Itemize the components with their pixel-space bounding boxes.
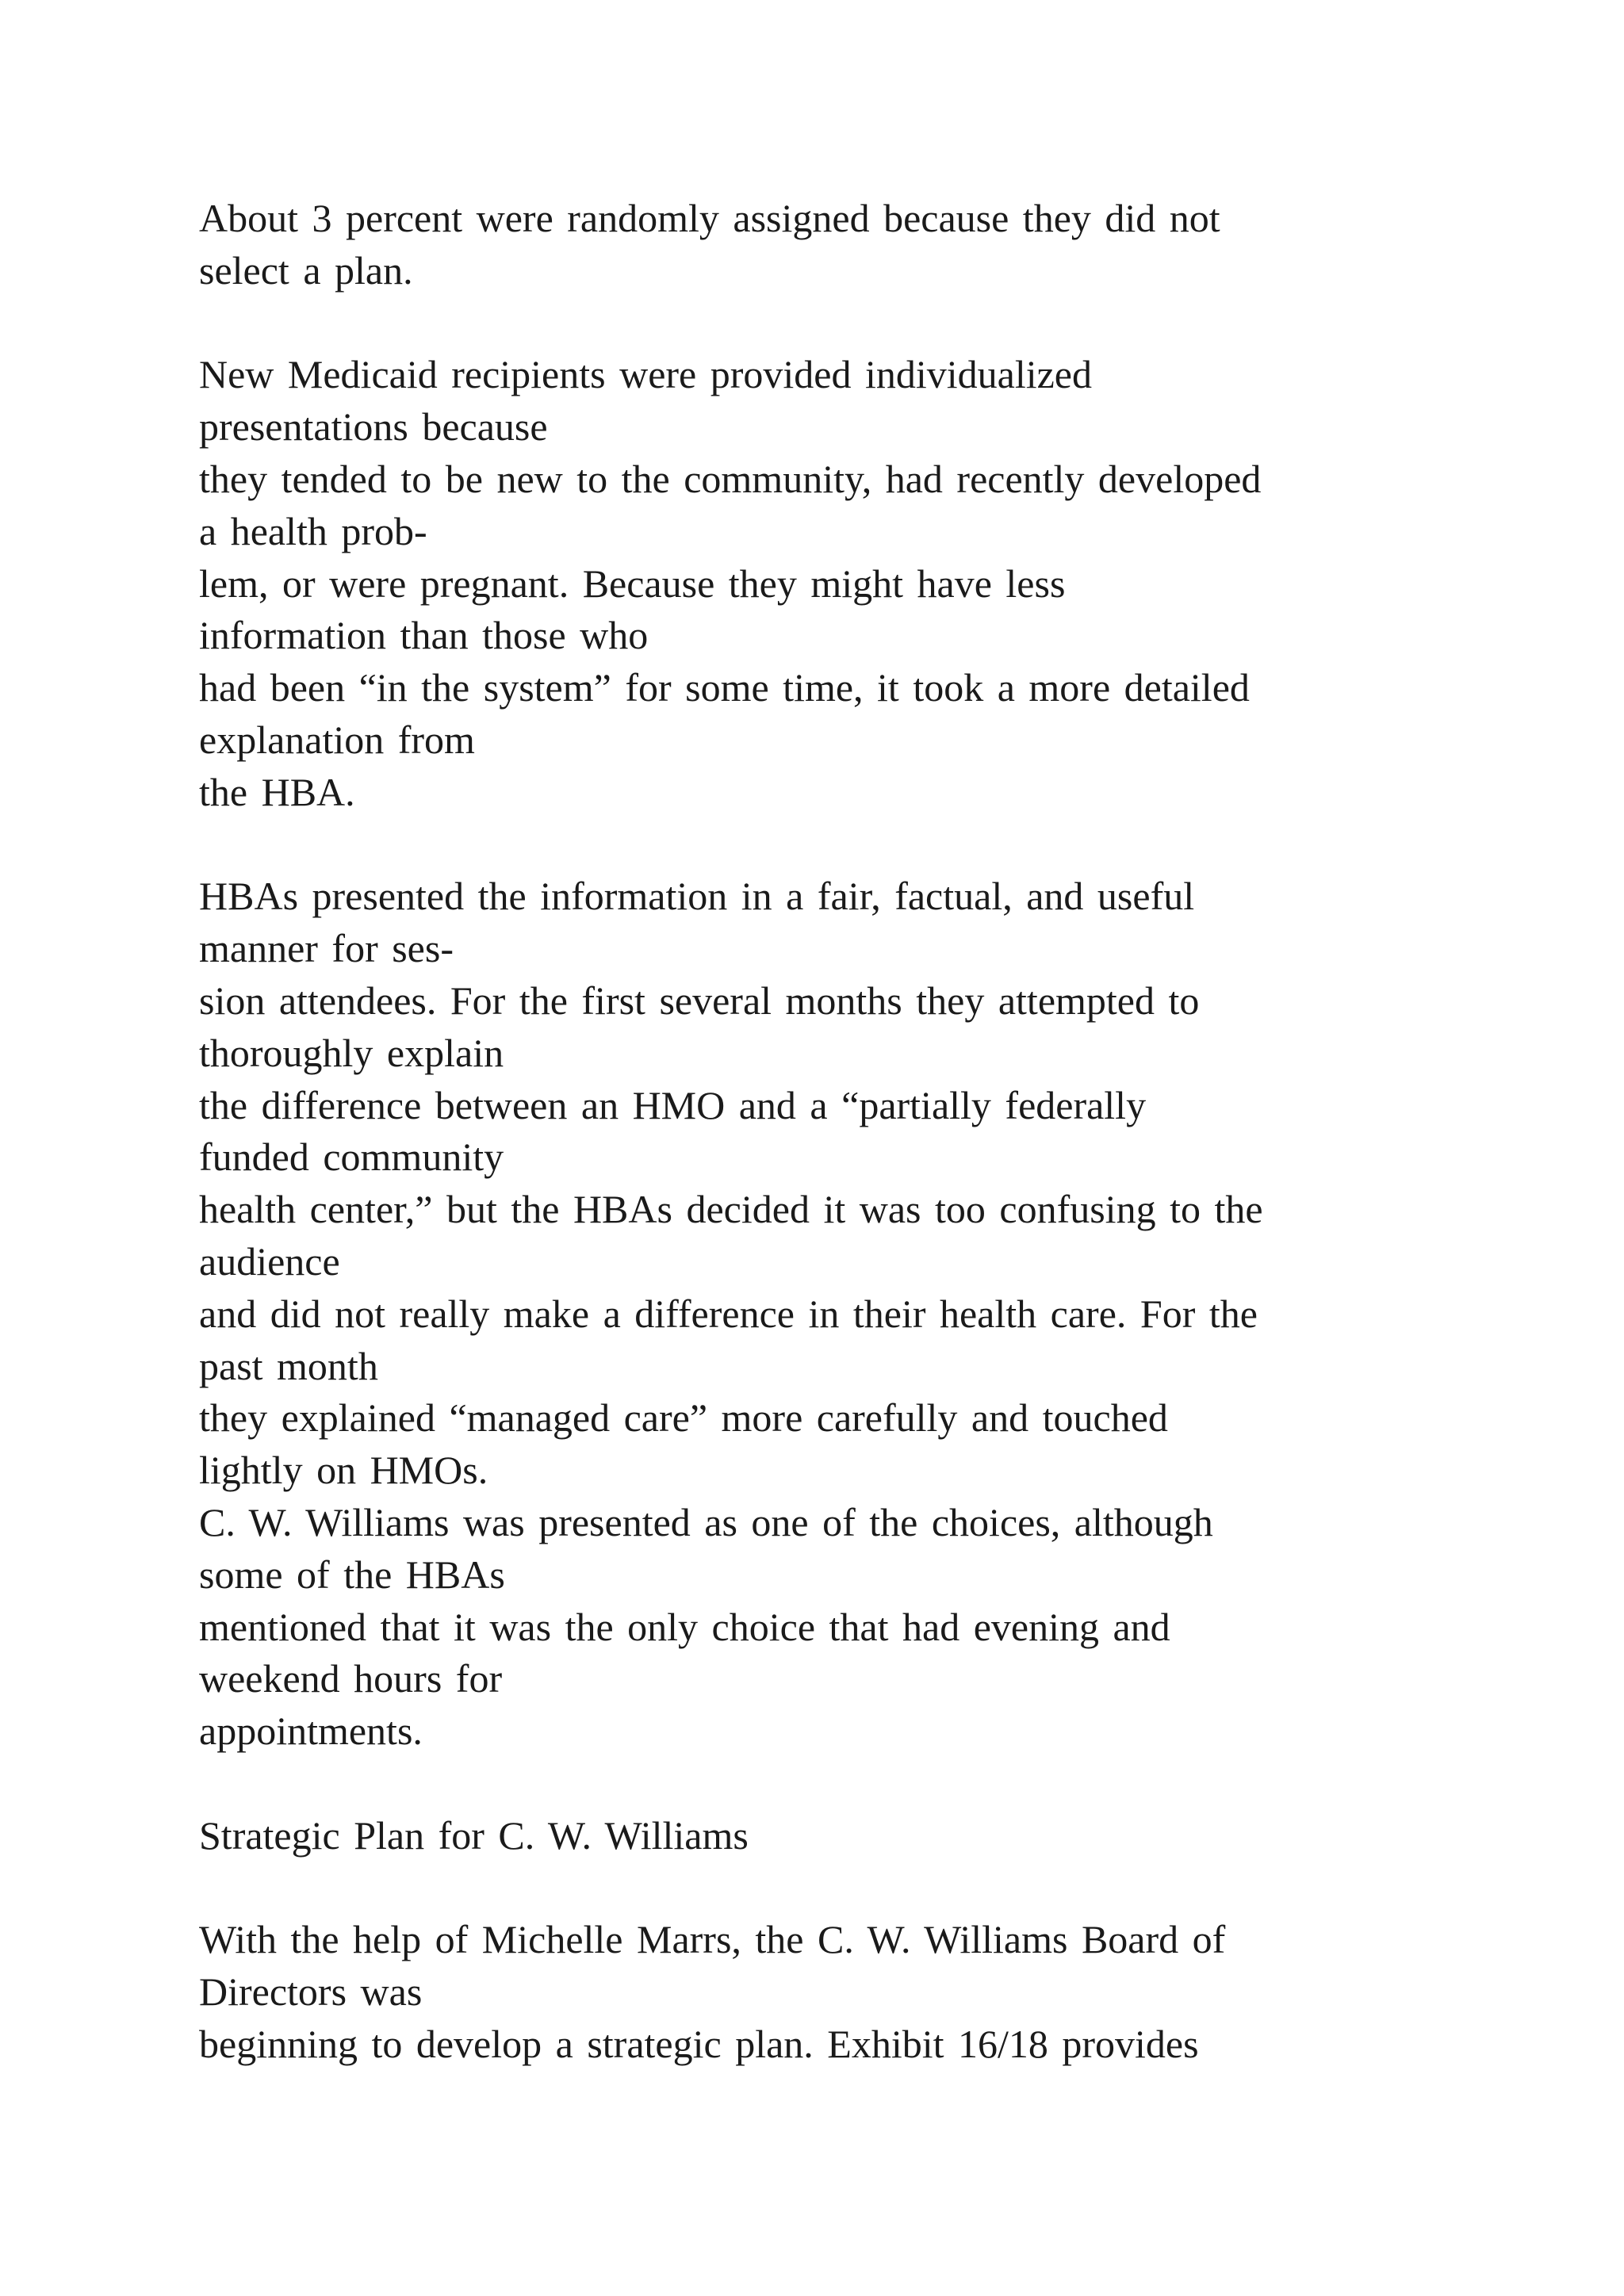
text-line: health center,” but the HBAs decided it was too confusing to the bbox=[199, 1187, 1263, 1232]
text-line: New Medicaid recipients were provided individualized bbox=[199, 352, 1093, 397]
text-line: had been “in the system” for some time, it took a more detailed bbox=[199, 665, 1250, 710]
text-line: select a plan. bbox=[199, 247, 413, 293]
document-body bbox=[199, 193, 1500, 2071]
text-line: past month bbox=[199, 1343, 378, 1388]
text-line: With the help of Michelle Marrs, the C. W. Williams Board of bbox=[199, 1917, 1226, 1962]
text-line: information than those who bbox=[199, 613, 649, 658]
text-line: Directors was bbox=[199, 1969, 423, 2015]
paragraph-hba-presentations bbox=[199, 871, 1500, 1758]
text-line: sion attendees. For the first several months they attempted to bbox=[199, 978, 1200, 1023]
text-line: About 3 percent were randomly assigned because they did not bbox=[199, 196, 1220, 240]
text-line: presentations because bbox=[199, 404, 548, 450]
text-line: a health prob- bbox=[199, 508, 427, 553]
text-line: explanation from bbox=[199, 717, 475, 762]
paragraph-gap bbox=[199, 1862, 1500, 1915]
section-heading-strategic-plan bbox=[199, 1810, 1500, 1862]
text-line: some of the HBAs bbox=[199, 1552, 505, 1597]
text-line: the HBA. bbox=[199, 769, 355, 814]
text-line: HBAs presented the information in a fair, factual, and useful bbox=[199, 874, 1195, 919]
text-line: C. W. Williams was presented as one of the choices, although bbox=[199, 1499, 1213, 1544]
text-line: weekend hours for bbox=[199, 1656, 503, 1701]
text-line: audience bbox=[199, 1238, 340, 1284]
text-line: they tended to be new to the community, had recently developed bbox=[199, 456, 1262, 501]
text-line: lem, or were pregnant. Because they might have less bbox=[199, 561, 1066, 606]
text-line: mentioned that it was the only choice that had evening and bbox=[199, 1604, 1170, 1649]
text-line: they explained “managed care” more carefully and touched bbox=[199, 1395, 1168, 1441]
paragraph-gap bbox=[199, 1758, 1500, 1810]
text-line: beginning to develop a strategic plan. Exhibit 16/18 provides bbox=[199, 2021, 1199, 2066]
section-heading: Strategic Plan for C. W. Williams bbox=[199, 1812, 749, 1858]
paragraph-gap bbox=[199, 819, 1500, 871]
text-line: the difference between an HMO and a “partially federally bbox=[199, 1082, 1147, 1127]
paragraph-new-medicaid-recipients bbox=[199, 349, 1500, 818]
paragraph-random-assignment bbox=[199, 193, 1500, 297]
text-line: lightly on HMOs. bbox=[199, 1448, 488, 1493]
paragraph-gap bbox=[199, 297, 1500, 350]
paragraph-strategic-plan bbox=[199, 1914, 1500, 2070]
text-line: thoroughly explain bbox=[199, 1030, 504, 1075]
text-line: funded community bbox=[199, 1135, 504, 1180]
text-line: manner for ses- bbox=[199, 926, 454, 971]
text-line: appointments. bbox=[199, 1709, 423, 1754]
text-line: and did not really make a difference in their health care. For the bbox=[199, 1291, 1258, 1336]
